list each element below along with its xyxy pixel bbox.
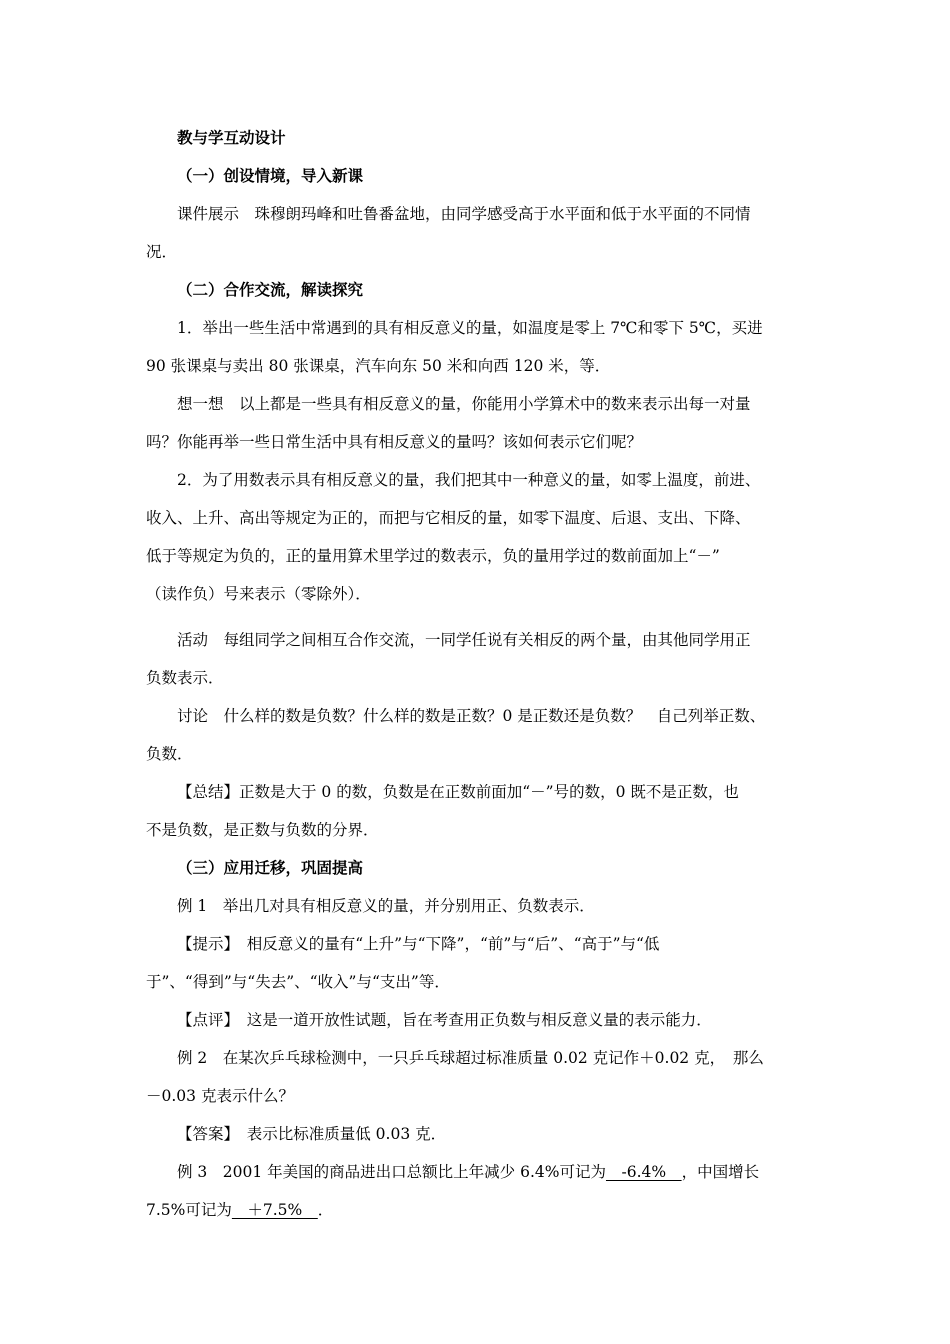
paragraph-line: 收入、上升、高出等规定为正的，而把与它相反的量，如零下温度、后退、支出、下降、: [146, 509, 751, 527]
paragraph-line: 吗？你能再举一些日常生活中具有相反意义的量吗？该如何表示它们呢？: [146, 433, 643, 451]
paragraph-line: 负数表示．: [146, 669, 224, 687]
section-heading-2: （二）合作交流，解读探究: [177, 280, 364, 299]
answer-blank-1: -6.4%: [605, 1163, 682, 1181]
example-3-text: ，中国增长: [681, 1163, 760, 1181]
paragraph-line: [146, 1200, 810, 1220]
paragraph-line: 【答案】 表示比标准质量低 0.03 克．: [177, 1125, 447, 1143]
paragraph-line: 例 2 在某次乒乓球检测中，一只乒乓球超过标准质量 0.02 克记作＋0.02 克， 那么: [177, 1049, 764, 1067]
paragraph-line: 不是负数，是正数与负数的分界．: [146, 821, 379, 839]
paragraph-line: 讨论 什么样的数是负数？什么样的数是正数？0 是正数还是负数？ 自己列举正数、: [177, 707, 766, 725]
example-3-text: ．: [317, 1201, 334, 1219]
section-heading-3: （三）应用迁移，巩固提高: [177, 858, 364, 877]
paragraph-line: [177, 1162, 841, 1182]
answer-blank-2: ＋7.5%: [231, 1201, 318, 1219]
paragraph-line: 【提示】 相反意义的量有“上升”与“下降”，“前”与“后”、“高于”与“低: [177, 935, 660, 953]
paragraph-line: 【点评】 这是一道开放性试题，旨在考查用正负数与相反意义量的表示能力．: [177, 1011, 712, 1029]
paragraph-line: 2．为了用数表示具有相反意义的量，我们把其中一种意义的量，如零上温度，前进、: [177, 471, 761, 489]
paragraph-line: 【总结】正数是大于 0 的数，负数是在正数前面加“－”号的数，0 既不是正数，也: [177, 783, 739, 801]
document-title: 教与学互动设计: [177, 128, 286, 147]
example-3-text: 7.5%可记为: [146, 1201, 232, 1219]
paragraph-line: 活动 每组同学之间相互合作交流，一同学任说有关相反的两个量，由其他同学用正: [177, 631, 751, 649]
paragraph-line: 课件展示 珠穆朗玛峰和吐鲁番盆地，由同学感受高于水平面和低于水平面的不同情: [177, 205, 751, 223]
paragraph-line: 负数．: [146, 745, 193, 763]
paragraph-line: －0.03 克表示什么？: [146, 1087, 294, 1105]
paragraph-line: 低于等规定为负的，正的量用算术里学过的数表示，负的量用学过的数前面加上“－”: [146, 547, 720, 565]
example-3-text: 例 3 2001 年美国的商品进出口总额比上年减少 6.4%可记为: [177, 1163, 606, 1181]
paragraph-line: （读作负）号来表示（零除外）．: [146, 585, 371, 603]
paragraph-line: 想一想 以上都是一些具有相反意义的量，你能用小学算术中的数来表示出每一对量: [177, 395, 751, 413]
paragraph-line: 例 1 举出几对具有相反意义的量，并分别用正、负数表示．: [177, 897, 595, 915]
paragraph-line: 于”、“得到”与“失去”、“收入”与“支出”等．: [146, 973, 450, 991]
paragraph-line: 况．: [146, 243, 178, 261]
section-heading-1: （一）创设情境，导入新课: [177, 166, 364, 185]
paragraph-line: 90 张课桌与卖出 80 张课桌，汽车向东 50 米和向西 120 米，等．: [146, 357, 611, 375]
paragraph-line: 1．举出一些生活中常遇到的具有相反意义的量，如温度是零上 7℃和零下 5℃，买进: [177, 319, 763, 337]
